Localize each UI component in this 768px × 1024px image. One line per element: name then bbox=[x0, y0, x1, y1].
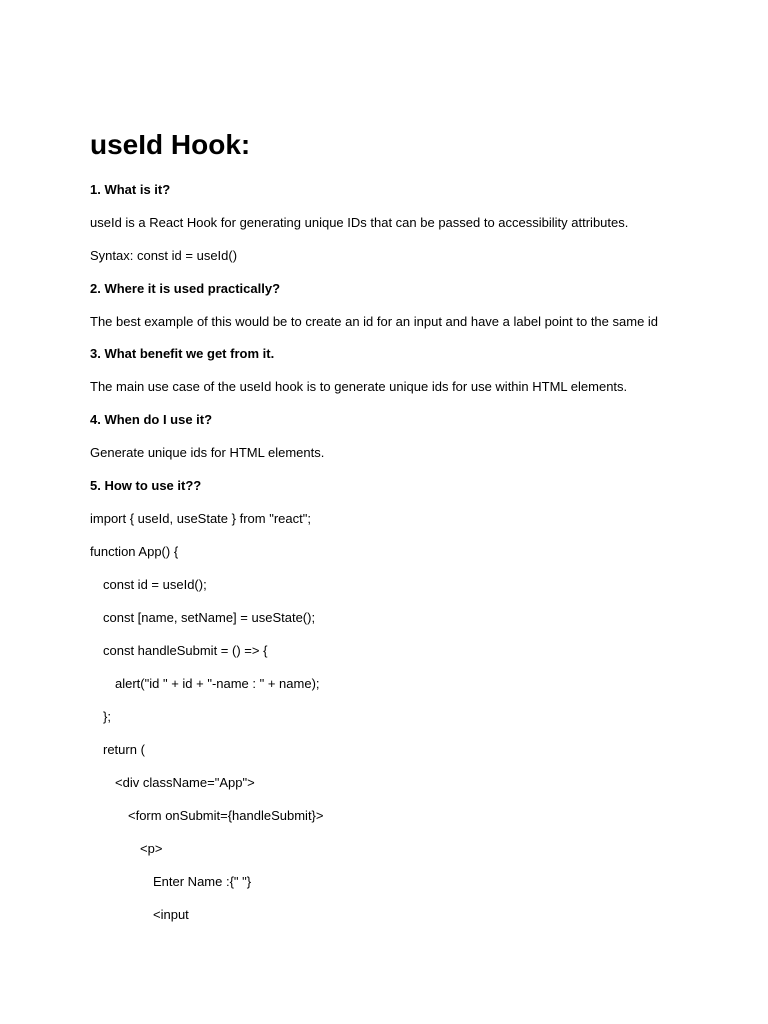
code-line-3: const id = useId(); bbox=[103, 577, 207, 592]
code-line-2: function App() { bbox=[90, 544, 179, 559]
question-5: 5. How to use it?? bbox=[90, 478, 202, 493]
code-line-11: <p> bbox=[140, 841, 163, 856]
answer-1-line-1: useId is a React Hook for generating unique IDs that can be passed to accessibility attributes. bbox=[90, 215, 629, 230]
code-line-8: return ( bbox=[103, 742, 145, 757]
question-4: 4. When do I use it? bbox=[90, 412, 213, 427]
code-line-10: <form onSubmit={handleSubmit}> bbox=[128, 808, 324, 823]
question-3: 3. What benefit we get from it. bbox=[90, 346, 275, 361]
code-line-1: import { useId, useState } from "react"; bbox=[90, 511, 311, 526]
code-line-4: const [name, setName] = useState(); bbox=[103, 610, 316, 625]
question-2: 2. Where it is used practically? bbox=[90, 281, 281, 296]
code-line-12: Enter Name :{" "} bbox=[153, 874, 252, 889]
answer-2-line-1: The best example of this would be to create an id for an input and have a label point to the same id bbox=[90, 314, 659, 329]
code-line-5: const handleSubmit = () => { bbox=[103, 643, 268, 658]
answer-4-line-1: Generate unique ids for HTML elements. bbox=[90, 445, 325, 460]
code-line-9: <div className="App"> bbox=[115, 775, 255, 790]
code-line-6: alert("id " + id + "-name : " + name); bbox=[115, 676, 320, 691]
answer-1-line-2: Syntax: const id = useId() bbox=[90, 248, 238, 263]
code-line-13: <input bbox=[153, 907, 189, 922]
code-line-7: }; bbox=[103, 709, 111, 724]
question-1: 1. What is it? bbox=[90, 182, 171, 197]
page-title: useId Hook: bbox=[90, 129, 251, 160]
answer-3-line-1: The main use case of the useId hook is to generate unique ids for use within HTML elements. bbox=[90, 379, 628, 394]
